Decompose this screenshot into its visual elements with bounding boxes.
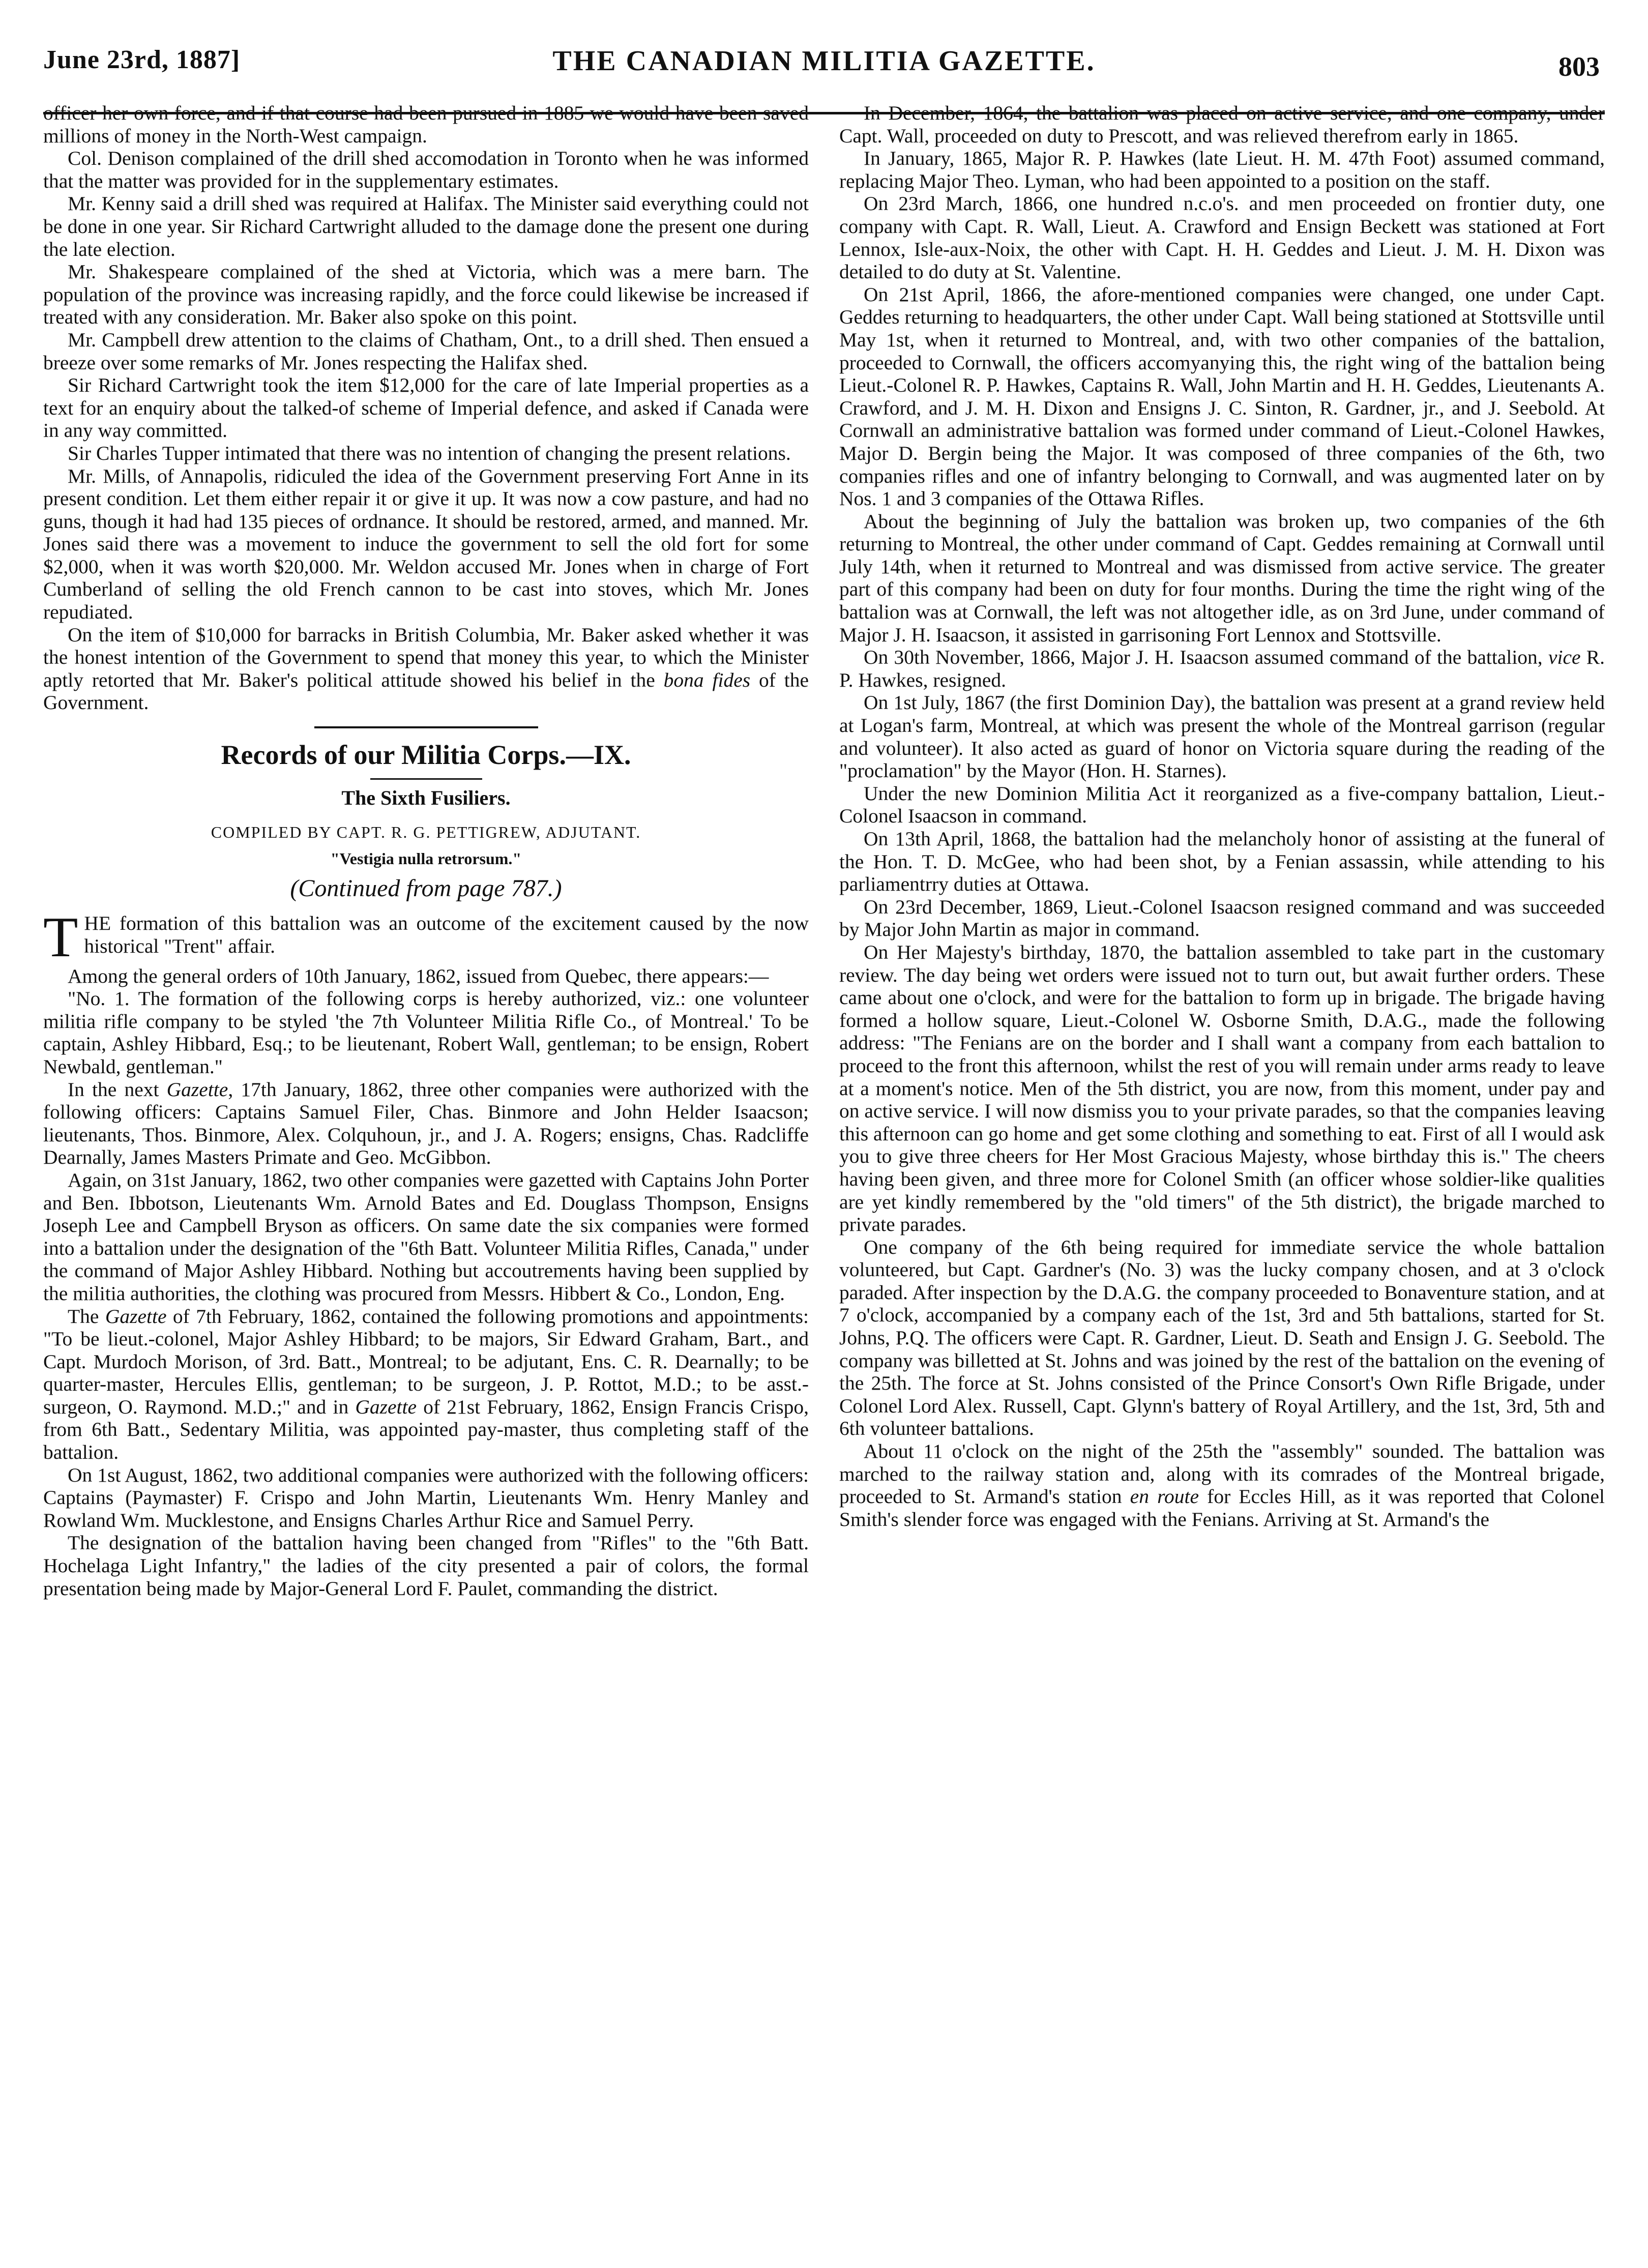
paragraph: Mr. Shakespeare complained of the shed at Victoria, which was a mere barn. The population of the province was increasing rapidly, and the force could likewise be increased if treated with any consideration. Mr. Baker also spoke on this point.: [43, 260, 809, 329]
paragraph: On 1st July, 1867 (the first Dominion Day), the battalion was present at a grand review held at Logan's farm, Montreal, at which was present the whole of the Montreal garrison (regular and volunteer). It also acted as guard of honor on Victoria square during the reading of the "proclamation" by the Mayor (Hon. H. Starnes).: [839, 691, 1605, 782]
title-divider: [370, 778, 482, 780]
left-column: [43, 102, 809, 1600]
paragraph: Under the new Dominion Militia Act it reorganized as a five-company battalion, Lieut.-Colonel Isaacson in command.: [839, 782, 1605, 828]
paragraph: On 13th April, 1868, the battalion had the melancholy honor of assisting at the funeral of the Hon. T. D. McGee, who had been shot, by a Fenian assassin, while attending to his parliamentrry duties at Ottawa.: [839, 828, 1605, 896]
paragraph: Sir Charles Tupper intimated that there was no intention of changing the present relations.: [68, 441, 791, 464]
section-divider: [314, 726, 538, 728]
paragraph: The designation of the battalion having been changed from "Rifles" to the "6th Batt. Hochelaga Light Infantry," the ladies of the city presented a pair of colors, the formal presentation being made by Major-General Lord F. Paulet, commanding the district.: [43, 1531, 809, 1600]
paragraph: Mr. Mills, of Annapolis, ridiculed the idea of the Government preserving Fort Anne in its present condition. Let them either repair it or give it up. It was now a cow pasture, and had no guns, though it had had 135 pieces of ordnance. It should be restored, armed, and manned. Mr. Jones said there was a movement to induce the government to sell the old fort for some $2,000, when it was worth $20,000. Mr. Weldon accused Mr. Jones when in charge of Fort Cumberland of selling the old French cannon to be cast into stoves, which Mr. Jones repudiated.: [43, 464, 809, 624]
paragraph: The Gazette of 7th February, 1862, contained the following promotions and appointments: "To be lieut.-colonel, Major Ashley Hibbard; to be majors, Sir Edward Graham, Bart., and Capt. Murdoch Morison, of 3rd. Batt., Montreal; to be adjutant, Ens. C. R. Dearnally; to be quarter-master, Hercules Ellis, gentleman; to be surgeon, J. P. Rottot, M.D.; to be asst.-surgeon, O. Raymond. M.D.;" and in Gazette of 21st February, 1862, Ensign Francis Crispo, from 6th Batt., Sedentary Militia, was appointed pay-master, thus completing staff of the battalion.: [43, 1305, 809, 1464]
page-number: 803: [1558, 51, 1600, 82]
header-date: June 23rd, 1887]: [43, 45, 241, 74]
paragraph: Mr. Campbell drew attention to the claims of Chatham, Ont., to a drill shed. Then ensued a breeze over some remarks of Mr. Jones respecting the Halifax shed.: [43, 328, 809, 374]
paragraph: Mr. Kenny said a drill shed was required at Halifax. The Minister said everything could not be done in one year. Sir Richard Cartwright alluded to the damage done the present one during the late election.: [43, 192, 809, 260]
paragraph: About 11 o'clock on the night of the 25th the "assembly" sounded. The battalion was marched to the railway station and, along with its comrades of the Montreal brigade, proceeded to St. Armand's station en route for Eccles Hill, as it was reported that Colonel Smith's slender force was engaged with the Fenians. Arriving at St. Armand's the: [839, 1440, 1605, 1530]
paragraph: In January, 1865, Major R. P. Hawkes (late Lieut. H. M. 47th Foot) assumed command, replacing Major Theo. Lyman, who had been appointed to a position on the staff.: [839, 147, 1605, 192]
paragraph: In December, 1864, the battalion was placed on active service, and one company, under Capt. Wall, proceeded on duty to Prescott, and was relieved therefrom early in 1865.: [839, 102, 1605, 147]
byline: COMPILED BY CAPT. R. G. PETTIGREW, ADJUTANT.: [211, 822, 641, 841]
paragraph: On 1st August, 1862, two additional companies were authorized with the following officers: Captains (Paymaster) F. Crispo and John Martin, Lieutenants Wm. Henry Manley and Rowland Wm. Mucklestone, and Ensigns Charles Arthur Rice and Samuel Perry.: [43, 1463, 809, 1531]
paragraph: One company of the 6th being required for immediate service the whole battalion volunteered, but Capt. Gardner's (No. 3) was the lucky company chosen, and at 3 o'clock paraded. After inspection by the D.A.G. the company proceeded to Bonaventure station, and at 7 o'clock, accompanied by a company each of the 1st, 3rd and 5th battalions, started for St. Johns, P.Q. The officers were Capt. R. Gardner, Lieut. D. Seath and Ensign J. G. Seebold. The company was billetted at St. Johns and was joined by the rest of the battalion on the evening of the 25th. The force at St. Johns consisted of the Prince Consort's Own Rifle Brigade, under Colonel Lord Alex. Russell, Capt. Glynn's battery of Royal Artillery, and the 1st, 3rd, 5th and 6th volunteer battalions.: [839, 1235, 1605, 1440]
paragraph: Col. Denison complained of the drill shed accomodation in Toronto when he was informed that the matter was provided for in the supplementary estimates.: [43, 147, 809, 192]
paragraph: About the beginning of July the battalion was broken up, two companies of the 6th returning to Montreal, the other under command of Capt. Geddes remaining at Cornwall until July 14th, when it returned to Montreal and was dismissed from active service. The greater part of this company had been on duty for four months. During the time the right wing of the battalion was at Cornwall, the left was not altogether idle, as on 3rd June, under command of Major J. H. Isaacson, it assisted in garrisoning Fort Lennox and Stottsville.: [839, 510, 1605, 646]
paragraph: officer her own force, and if that course had been pursued in 1885 we would have been saved millions of money in the North-West campaign.: [43, 102, 809, 147]
masthead-title: THE CANADIAN MILITIA GAZETTE.: [552, 45, 1096, 77]
paragraph: On the item of $10,000 for barracks in British Columbia, Mr. Baker asked whether it was the honest intention of the Government to spend that money this year, to which the Minister aptly retorted that Mr. Baker's political attitude showed his belief in the bona fides of the Government.: [43, 623, 809, 714]
paragraph: On 30th November, 1866, Major J. H. Isaacson assumed command of the battalion, vice R. P. Hawkes, resigned.: [839, 646, 1605, 691]
paragraph: Among the general orders of 10th January, 1862, issued from Quebec, there appears:—: [68, 964, 769, 987]
paragraph: On 21st April, 1866, the afore-mentioned companies were changed, one under Capt. Geddes returning to headquarters, the other under Capt. Wall being stationed at Stottsville until May 1st, when it returned to Montreal, and, with two other companies of the battalion, proceeded to Cornwall, the officers accomyanying this, the right wing of the battalion being Lieut.-Colonel R. P. Hawkes, Captains R. Wall, John Martin and H. H. Geddes, Lieutenants A. Crawford, and J. M. H. Dixon and Ensigns J. C. Sinton, R. Gardner, jr., and J. Seebold. At Cornwall an administrative battalion was formed under command of Lieut.-Colonel Hawkes, Major D. Bergin being the Major. It was composed of three companies of the 6th, two companies rifles and one of infantry belonging to Cornwall, and was augmented later on by Nos. 1 and 3 companies of the Ottawa Rifles.: [839, 283, 1605, 510]
continued-note: (Continued from page 787.): [290, 874, 562, 902]
paragraph: In the next Gazette, 17th January, 1862, three other companies were authorized with the following officers: Captains Samuel Filer, Chas. Binmore and John Helder Isaacson; lieutenants, Thos. Binmore, Alex. Colquhoun, jr., and J. A. Rogers; ensigns, Chas. Radcliffe Dearnally, James Masters Primate and Geo. McGibbon.: [43, 1078, 809, 1169]
paragraph: On Her Majesty's birthday, 1870, the battalion assembled to take part in the customary review. The day being wet orders were issued not to turn out, but await further orders. These came about one o'clock, and were for the battalion to form up in brigade. The brigade having formed a hollow square, Lieut.-Colonel W. Osborne Smith, D.A.G., made the following address: "The Fenians are on the border and I shall want a company from each battalion to proceed to the front this afternoon, whilst the rest of you will remain under arms ready to leave at a moment's notice. Men of the 5th district, you are now, from this moment, under pay and on active service. I will now dismiss you to your private parades, so that the companies leaving this afternoon can go home and get some clothing and something to eat. First of all I would ask you to give three cheers for Her Most Gracious Majesty, whose birthday this is." The cheers having been given, and three more for Colonel Smith (an officer whose soldier-like qualities are yet kindly remembered by the "old timers" of the 5th district), the brigade marched to private parades.: [839, 940, 1605, 1236]
motto: "Vestigia nulla retrorsum.": [330, 849, 522, 868]
section-title: Records of our Militia Corps.—IX.: [221, 740, 631, 771]
right-column: [839, 102, 1605, 1530]
section-subtitle: The Sixth Fusiliers.: [341, 786, 511, 810]
drop-cap: T: [43, 906, 78, 969]
paragraph: THE formation of this battalion was an outcome of the excitement caused by the now historical "Trent" affair.: [43, 906, 809, 969]
paragraph: Sir Richard Cartwright took the item $12,000 for the care of late Imperial properties as a text for an enquiry about the talked-of scheme of Imperial defence, and asked if Canada were in any way committed.: [43, 374, 809, 442]
paragraph: "No. 1. The formation of the following corps is hereby authorized, viz.: one volunteer militia rifle company to be styled 'the 7th Volunteer Militia Rifle Co., of Montreal.' To be captain, Ashley Hibbard, Esq.; to be lieutenant, Robert Wall, gentleman; to be ensign, Robert Newbald, gentleman.": [43, 987, 809, 1078]
paragraph: On 23rd March, 1866, one hundred n.c.o's. and men proceeded on frontier duty, one company with Capt. R. Wall, Lieut. A. Crawford and Ensign Beckett was stationed at Fort Lennox, Isle-aux-Noix, the other with Capt. H. H. Geddes and Lieut. J. M. H. Dixon was detailed to do duty at St. Valentine.: [839, 192, 1605, 283]
paragraph: Again, on 31st January, 1862, two other companies were gazetted with Captains John Porter and Ben. Ibbotson, Lieutenants Wm. Arnold Bates and Ed. Douglass Thompson, Ensigns Joseph Lee and Campbell Bryson as officers. On same date the six companies were formed into a battalion under the designation of the "6th Batt. Volunteer Militia Rifles, Canada," under the command of Major Ashley Hibbard. Nothing but accoutrements having been supplied by the militia authorities, the clothing was procured from Messrs. Hibbert & Co., London, Eng.: [43, 1168, 809, 1305]
paragraph: On 23rd December, 1869, Lieut.-Colonel Isaacson resigned command and was succeeded by Major John Martin as major in command.: [839, 895, 1605, 941]
